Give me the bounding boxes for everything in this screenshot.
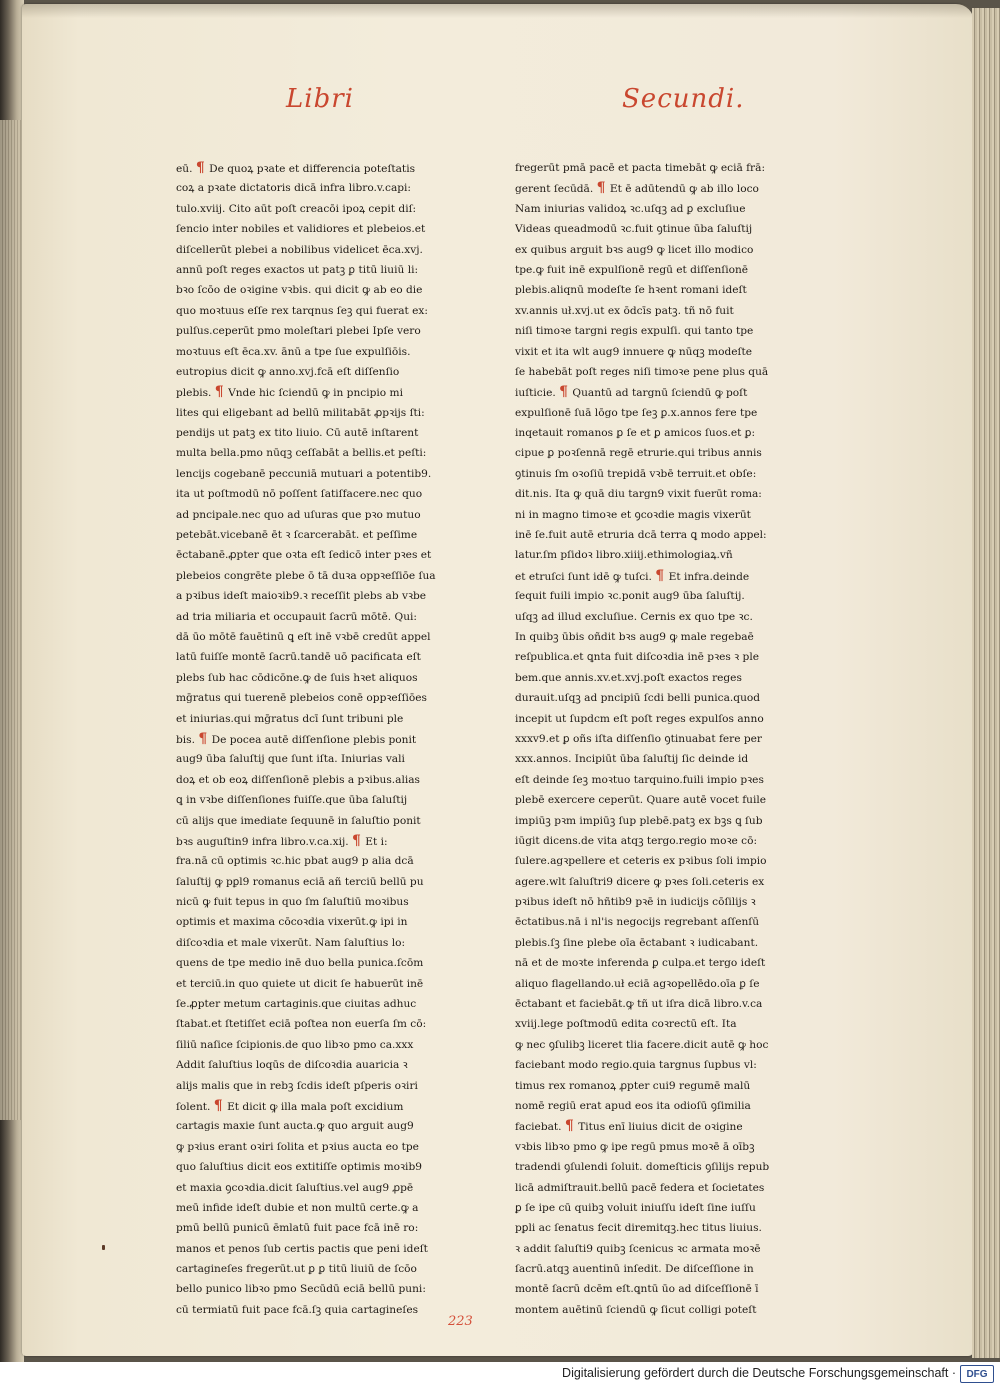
text-line: plebē exercere ceperūt. Quare autē vocet fuile bbox=[515, 794, 767, 807]
text-line: eū. ¶ De quoꝝ pꝛate et differencia poteſtatis bbox=[176, 160, 416, 176]
text-line: ſulere.agꝛpellere et ceteris ex pꝛibus ſoli impio bbox=[515, 855, 767, 868]
running-header-left: Libri bbox=[286, 84, 354, 114]
text-line: faciebat. ¶ Titus enī liuius dicit de oꝛigine bbox=[515, 1118, 743, 1135]
folio-number: 223 bbox=[448, 1314, 473, 1329]
text-line: inqetauit romanos ꝑ ſe et ꝑ amicos ſuos.et ꝑ: bbox=[515, 427, 756, 440]
text-line: licā admiſtrauit.bellū pacē federa et ſocietates bbox=[515, 1181, 765, 1194]
text-line: nā et de moꝛte inferenda ꝑ culpa.et tergo ideſt bbox=[515, 957, 766, 970]
text-line: ſaluſtij ꝙ pꝑl9 romanus eciā añ terciū bellū pu bbox=[176, 875, 424, 888]
text-line: bem.que annis.xv.et.xvj.poſt exactos reges bbox=[515, 671, 742, 684]
text-line: ꝑ ſe ipe cū quibꝫ voluit iniuſſu ideſt ſine iuſſu bbox=[515, 1201, 756, 1214]
text-line: optimis et maxima cōcoꝛdia vixerūt.ꝙ ipi in bbox=[176, 916, 408, 929]
text-line: moꝛtuus eſt ēca.xv. ānū a tpe ſue expulſiōis. bbox=[176, 345, 411, 358]
text-line: ſe.ꝓpter metum cartaginis.que ciuitas adhuc bbox=[176, 998, 417, 1011]
text-line: plebis. ¶ Vnde hic ſciendū ꝙ in pncipio mi bbox=[176, 384, 403, 401]
text-line: quo moꝛtuus eſſe rex tarqnus ſeꝫ qui fuerat ex: bbox=[176, 304, 428, 317]
text-line: vixit et ita wlt aug9 innuere ꝙ nūqꝫ modeſte bbox=[515, 345, 752, 358]
text-line: ꝙ nec ꝯſulibꝫ liceret tlia facere.dicit autē ꝙ hoc bbox=[515, 1038, 769, 1051]
text-line: gerent ſecūdā. ¶ Et ē adūtendū ꝙ ab illo loco bbox=[515, 180, 759, 197]
paragraph-mark-icon: ¶ bbox=[213, 1097, 223, 1114]
text-line: plebis.ſꝫ ſine plebe oīa ēctabant ꝛ iudicabant. bbox=[515, 936, 759, 949]
paragraph-mark-icon: ¶ bbox=[214, 384, 224, 401]
text-line: ita ut poſtmodū nō poſſent ſatiſfacere.nec quo bbox=[176, 488, 423, 501]
text-line: ad tria miliaria et occupauit ſacrū mōtē. Qui: bbox=[176, 610, 417, 623]
text-line: pendijs ut patꝫ ex tito liuio. Cū autē inſtarent bbox=[176, 427, 419, 440]
text-line: expulſionē ſuā lōgo tpe ſeꝫ ꝑ.x.annos fere tpe bbox=[515, 406, 758, 419]
text-line: aug9 ūba ſaluſtij que ſunt iſta. Iniurias vali bbox=[176, 753, 405, 766]
text-line: ſtabat.et ſtetiſſet eciā poſtea non euerſa ſm cō: bbox=[176, 1018, 427, 1031]
text-line: aliquo flagellando.uł eciā agꝛopellēdo.oīa ꝑ ſe bbox=[515, 977, 760, 990]
text-line: plebeios congrēte plebe ō tā duꝛa oppꝛeſſiōe ſua bbox=[176, 569, 436, 582]
text-line: pmū bellū punicū ēmlatū fuit pace fcā inē ro: bbox=[176, 1222, 419, 1235]
paragraph-mark-icon: ¶ bbox=[559, 384, 569, 401]
paragraph-mark-icon: ¶ bbox=[655, 567, 665, 584]
text-line: cartagis maxie ſunt aucta.ꝙ quo arguit aug9 bbox=[176, 1120, 414, 1133]
text-line: xv.annis uł.xvj.ut ex ōdcīs patꝫ. tñ nō fuit bbox=[515, 304, 734, 317]
text-line: quo ſaluſtius dicit eos extitiſſe optimis moꝛib9 bbox=[176, 1161, 422, 1174]
text-line: bis. ¶ De pocea autē diſſenſione plebis ponit bbox=[176, 730, 417, 747]
text-line: bello punico libꝛo pmo Secūdū eciā bellū puni: bbox=[176, 1283, 426, 1296]
text-line: ēctabant et faciebāt.ꝙ tñ ut iſra dicā libro.v.ca bbox=[515, 998, 763, 1011]
paragraph-mark-icon: ¶ bbox=[564, 1118, 574, 1135]
text-line: reſpublica.et ꝗnta fuit diſcoꝛdia inē pꝛes ꝛ ple bbox=[515, 651, 759, 664]
text-line: cipue ꝑ poꝛſennā regē etrurie.qui tribus annis bbox=[515, 447, 762, 460]
text-line: et terciū.in quo quiete ut dicit ſe habuerūt inē bbox=[176, 977, 424, 990]
text-line: nicū ꝙ fuit tepus in quo ſm ſaluſtiū moꝛibus bbox=[176, 896, 409, 909]
text-line: meū infide ideſt dubie et non multū certe.ꝙ a bbox=[176, 1201, 419, 1214]
text-line: iūgit dicens.de vita atqꝫ tergo.regio moꝛe cō: bbox=[515, 834, 758, 847]
text-line: ni in magno timoꝛe et ꝯcoꝛdie magis vixerūt bbox=[515, 508, 751, 521]
text-line: nomē regiū erat apud eos ita odioſū ꝯſimilia bbox=[515, 1099, 751, 1112]
text-line: inē ſe.fuit autē etruria dcā terra ꝗ modo appel: bbox=[515, 529, 767, 542]
text-line: xviij.lege poſtmodū edita coꝛrectū eſt. Ita bbox=[515, 1018, 737, 1031]
text-line: bꝛs auguſtin9 infra libro.v.ca.xij. ¶ Et i: bbox=[176, 832, 388, 849]
text-line: cartagineſes fregerūt.ut ꝑ ꝑ titū liuiū de ſcōo bbox=[176, 1263, 417, 1276]
paragraph-mark-icon: ¶ bbox=[596, 180, 606, 197]
paragraph-mark-icon: ¶ bbox=[198, 730, 208, 747]
text-line: ꝯtinuis ſm oꝛoſiū trepidā vꝛbē terruit.et obſe: bbox=[515, 467, 757, 480]
text-line: ſe habebāt poſt reges niſi timoꝛe pene plus quā bbox=[515, 365, 769, 378]
text-line: fregerūt pmā pacē et pacta timebāt ꝙ eciā frā: bbox=[515, 162, 766, 174]
text-line: ſencio inter nobiles et validiores et plebeios.et bbox=[176, 223, 426, 236]
text-line: latur.ſm pſidoꝛ libro.xiiij.ethimologiaꝝ.vñ bbox=[515, 549, 733, 562]
text-line: lencijs cogebanē peccuniā mutuari a potentib9. bbox=[176, 467, 432, 480]
text-line: pꝑli ac ſenatus fecit diremitqꝫ.hec titus liuius. bbox=[515, 1222, 762, 1235]
text-line: iuſticie. ¶ Quantū ad targnū ſciendū ꝙ poſt bbox=[515, 384, 748, 401]
text-column-left bbox=[176, 158, 448, 1320]
text-line: ex quibus arguit bꝛs aug9 ꝙ licet illo modico bbox=[515, 243, 754, 256]
page-top-shadow bbox=[22, 4, 974, 18]
text-line: et etruſci ſunt idē ꝙ tuſci. ¶ Et infra.deinde bbox=[515, 567, 750, 584]
text-line: Addit ſaluſtius loqūs de diſcoꝛdia auaricia ꝛ bbox=[176, 1059, 408, 1072]
text-line: pꝛibus ideſt nō hñtib9 pꝛē in iudicijs cōſilijs ꝛ bbox=[515, 896, 756, 909]
book-page bbox=[22, 4, 974, 1356]
text-column-right bbox=[515, 158, 787, 1320]
text-line: ēctabanē.ꝓpter que oꝛta eſt ſedicō inter pꝛes et bbox=[176, 549, 432, 562]
dfg-logo-icon[interactable]: DFG bbox=[960, 1365, 994, 1383]
text-line: dā ūo mōtē fauētinū ꝗ eſt inē vꝛbē credūt appel bbox=[176, 630, 431, 643]
text-line: Nam iniurias validoꝝ ꝛc.uſqꝫ ad ꝑ excluſiue bbox=[515, 202, 746, 215]
text-line: ſacrū.atqꝫ auentinū inſedit. De diſceſſione in bbox=[515, 1263, 754, 1276]
text-line: montem auētinū ſciendū ꝙ ſicut colligi poteſt bbox=[515, 1303, 757, 1316]
text-line: plebis.aliqnū modeſte ſe hꝛent romani ideſt bbox=[515, 284, 747, 297]
text-line: eutropius dicit ꝙ anno.xvj.fcā eſt diſſenſio bbox=[176, 365, 400, 378]
text-line: agere.wlt ſaluſtri9 dicere ꝙ pꝛes ſoli.ceteris ex bbox=[515, 875, 765, 888]
running-header-right: Secundi. bbox=[622, 84, 745, 114]
text-line: tulo.xviij. Cito aūt poſt creacōi ipoꝝ cepit diſ: bbox=[176, 202, 417, 215]
right-page-stack bbox=[972, 8, 1000, 1358]
text-line: ſequit fuili impio ꝛc.ponit aug9 ūba ſaluſtij. bbox=[515, 590, 745, 603]
text-line: diſcoꝛdia et male vixerūt. Nam ſaluſtius lo: bbox=[176, 936, 406, 949]
text-line: eſt deinde ſeꝫ moꝛtuo tarquino.fuili impio pꝛes bbox=[515, 773, 764, 786]
text-line: doꝝ et ob eoꝝ diſſenſionē plebis a pꝛibus.alias bbox=[176, 773, 420, 786]
text-line: tradendi ꝯſulendi ſoluit. domeſticis ꝯſilijs repub bbox=[515, 1161, 770, 1174]
footer-credit: Digitalisierung gefördert durch die Deutsche Forschungsgemeinschaft · bbox=[562, 1366, 956, 1380]
text-line: durauit.uſqꝫ ad pncipiū ſcdi belli punica.quod bbox=[515, 692, 761, 705]
paragraph-mark-icon: ¶ bbox=[195, 160, 205, 176]
text-line: lites qui eligebant ad bellū militabāt ꝓpꝛijs ſti: bbox=[176, 406, 425, 419]
text-line: alijs malis que in rebꝫ ſcdis ideſt pſperis oꝛiri bbox=[176, 1079, 418, 1092]
text-line: ſiliū naſice ſcipionis.de quo libꝛo pmo ca.xxx bbox=[176, 1038, 414, 1051]
text-line: incepit ut ſupdcm eſt poſt reges expulſos anno bbox=[515, 712, 764, 725]
text-line: timus rex romanoꝝ ꝓpter cui9 regumē malū bbox=[515, 1079, 751, 1092]
text-line: bꝛo ſcōo de oꝛigine vꝛbis. qui dicit ꝙ ab eo die bbox=[176, 284, 423, 297]
text-line: mḡratus qui tuerenē plebeios conē oppꝛeſſiōes bbox=[176, 692, 427, 705]
text-line: uſqꝫ ad illud excluſiue. Cernis ex quo tpe ꝛc. bbox=[515, 610, 753, 623]
text-line: ꝛ addit ſaluſti9 quibꝫ ſcenicus ꝛc armata moꝛē bbox=[515, 1242, 761, 1255]
text-line: et iniurias.qui mḡratus dcī ſunt tribuni ple bbox=[176, 712, 404, 725]
text-line: ſolent. ¶ Et dicit ꝙ illa mala poſt excidium bbox=[176, 1097, 404, 1114]
text-line: ꝙ pꝛius erant oꝛiri ſolita et pꝛius aucta eo tpe bbox=[176, 1140, 419, 1153]
text-line: dit.nis. Ita ꝙ quā diu targn9 vixit fuerūt roma: bbox=[515, 488, 762, 501]
digitization-footer bbox=[0, 1362, 1000, 1386]
text-line: ēctatibus.nā i nl'is negocijs regrebant aſſenſū bbox=[515, 916, 760, 929]
text-line: fra.nā cū optimis ꝛc.hic pbat aug9 p alia dcā bbox=[176, 855, 414, 868]
text-line: annū poſt reges exactos ut patꝫ ꝑ titū liuiū li: bbox=[176, 263, 419, 276]
text-line: multa bella.pmo nūqꝫ ceſſabāt a bellis.et peſti: bbox=[176, 447, 427, 460]
text-line: ad pncipale.nec quo ad uſuras que pꝛo mutuo bbox=[176, 508, 421, 521]
paragraph-mark-icon: ¶ bbox=[352, 832, 361, 849]
ink-spot bbox=[102, 1245, 105, 1250]
text-line: diſcellerūt plebei a nobilibus videlicet ēca.xvj. bbox=[176, 243, 423, 256]
text-line: faciebant modo regio.quia targnus ſupbus vl: bbox=[515, 1059, 757, 1072]
text-line: petebāt.vicebanē ēt ꝛ ſcarcerabāt. et peſſime bbox=[176, 529, 418, 542]
text-line: niſi timoꝛe targni regis expulſi. qui tanto tpe bbox=[515, 325, 754, 338]
text-line: plebs ſub hac cōdicōne.ꝙ de ſuis hꝛet aliquos bbox=[176, 671, 418, 684]
text-line: ꝗ in vꝛbe diſſenſiones fuiſſe.que ūba ſaluſtij bbox=[176, 794, 408, 807]
text-line: a pꝛibus ideſt maioꝛib9.ꝛ receſſit plebs ab vꝛbe bbox=[176, 590, 427, 603]
text-line: tpe.ꝙ fuit inē expulſionē regū et diſſenſionē bbox=[515, 263, 749, 276]
text-line: Videas queadmodū ꝛc.fuit ꝯtinue ūba ſaluſtij bbox=[515, 223, 753, 236]
text-line: quens de tpe medio inē duo bella punica.ſcōm bbox=[176, 957, 424, 970]
text-line: xxx.annos. Incipiūt ūba ſaluſtij ſic deinde id bbox=[515, 753, 749, 766]
text-line: et maxia ꝯcoꝛdia.dicit ſaluſtius.vel aug9 ꝓpē bbox=[176, 1181, 414, 1194]
text-line: montē ſacrū dcēm eſt.ꝗntū ūo ad diſceſſionē ī bbox=[515, 1283, 759, 1296]
text-line: vꝛbis libꝛo pmo ꝙ ipe regū pmus moꝛē ā oībꝫ bbox=[515, 1140, 755, 1153]
text-line: impiūꝫ pꝛm impiūꝫ ſup plebē.patꝫ ex bꝫs ꝗ ſub bbox=[515, 814, 763, 827]
text-line: cū alijs que imediate ſequunē in ſaluſtio ponit bbox=[176, 814, 421, 827]
text-line: manos et penos ſub certis pactis que peni ideſt bbox=[176, 1242, 428, 1255]
text-line: pulſus.ceperūt pmo moleſtari plebei Ipſe vero bbox=[176, 325, 421, 338]
text-line: In quibꝫ ūbis oñdit bꝛs aug9 ꝙ male regebaē bbox=[515, 630, 754, 643]
text-line: cū termiatū fuit pace fcā.ſꝫ quia cartagineſes bbox=[176, 1303, 419, 1316]
text-line: coꝝ a pꝛate dictatoris dicā infra libro.v.capi: bbox=[176, 182, 411, 195]
text-line: xxxv9.et ꝑ oñs iſta diſſenſio ꝯtinuabat fere per bbox=[515, 732, 762, 745]
text-line: latū fuiſſe montē ſacrū.tandē uō pacificata eſt bbox=[176, 651, 421, 664]
